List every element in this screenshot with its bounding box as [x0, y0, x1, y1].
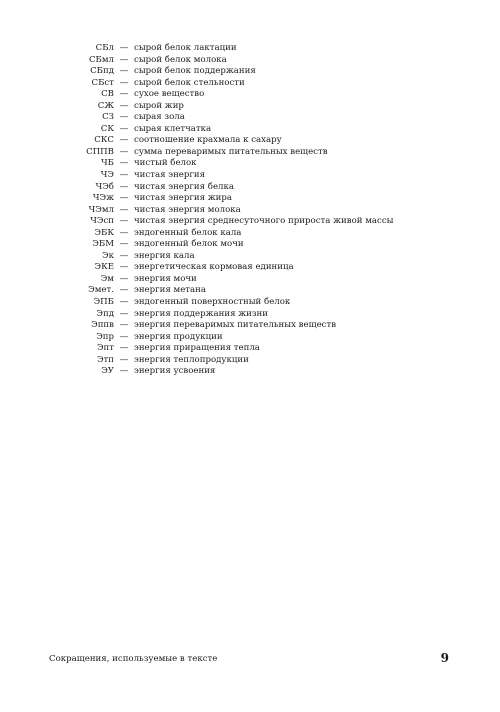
abbreviation-dash: — [119, 181, 129, 192]
abbreviation-definition: эндогенный белок мочи [134, 239, 244, 250]
abbreviation-term: ЭБК [94, 227, 114, 238]
abbreviation-term: Эппв [91, 320, 114, 331]
abbreviation-row [0, 228, 500, 240]
abbreviation-term: ЧЭж [92, 193, 114, 204]
abbreviation-dash: — [119, 112, 129, 123]
abbreviation-term: Этп [96, 354, 114, 365]
abbreviation-term: Эпд [96, 308, 114, 319]
abbreviation-dash: — [119, 354, 129, 365]
footer-caption: Сокращения, используемые в тексте [49, 654, 218, 664]
abbreviation-definition: энергия мочи [134, 273, 197, 284]
abbreviation-row [0, 182, 500, 194]
abbreviation-term: СКС [94, 135, 114, 146]
abbreviation-term: СВ [101, 89, 114, 100]
abbreviation-definition: соотношение крахмала к сахару [134, 135, 282, 146]
abbreviation-dash: — [119, 285, 129, 296]
abbreviation-list [0, 43, 500, 378]
abbreviation-row [0, 251, 500, 263]
abbreviation-term: СППВ [86, 146, 114, 157]
abbreviation-row [0, 366, 500, 378]
abbreviation-term: СБмл [88, 54, 114, 65]
abbreviation-dash: — [119, 193, 129, 204]
abbreviation-term: СБл [95, 43, 114, 53]
abbreviation-row [0, 205, 500, 217]
page-footer [49, 651, 449, 667]
abbreviation-definition: энергия теплопродукции [134, 354, 249, 365]
abbreviation-term: СЖ [97, 100, 114, 111]
abbreviation-definition: сырой белок лактации [134, 43, 237, 53]
abbreviation-definition: энергия продукции [134, 331, 223, 342]
abbreviation-term: СК [100, 123, 114, 134]
abbreviation-definition: сырой белок поддержания [134, 66, 256, 77]
abbreviation-row [0, 158, 500, 170]
abbreviation-definition: сырая клетчатка [134, 123, 212, 134]
abbreviation-definition: сырая зола [134, 112, 185, 123]
abbreviation-dash: — [119, 366, 129, 377]
abbreviation-row [0, 124, 500, 136]
abbreviation-dash: — [119, 239, 129, 250]
abbreviation-term: ЧЭб [95, 181, 114, 192]
abbreviation-row [0, 78, 500, 90]
abbreviation-dash: — [119, 100, 129, 111]
abbreviation-definition: сырой жир [134, 100, 184, 111]
abbreviation-dash: — [119, 227, 129, 238]
abbreviation-term: ЭПБ [93, 297, 114, 308]
abbreviation-dash: — [119, 204, 129, 215]
abbreviation-definition: энергия приращения тепла [134, 343, 260, 354]
abbreviation-dash: — [119, 146, 129, 157]
abbreviation-dash: — [119, 273, 129, 284]
abbreviation-dash: — [119, 343, 129, 354]
abbreviation-term: Эм [100, 273, 114, 284]
abbreviation-term: Эпт [96, 343, 114, 354]
abbreviation-row [0, 89, 500, 101]
abbreviation-row [0, 320, 500, 332]
abbreviation-dash: — [119, 77, 129, 88]
abbreviation-definition: сумма переваримых питательных веществ [134, 146, 328, 157]
abbreviation-row [0, 216, 500, 228]
abbreviation-definition: энергетическая кормовая единица [134, 262, 294, 273]
abbreviation-row [0, 101, 500, 113]
abbreviation-definition: чистая энергия белка [134, 181, 234, 192]
abbreviation-term: СБпд [90, 66, 114, 77]
abbreviation-term: ЧЭсп [90, 216, 114, 227]
abbreviation-row [0, 332, 500, 344]
abbreviation-dash: — [119, 158, 129, 169]
abbreviation-dash: — [119, 54, 129, 65]
abbreviation-term: ЧЭ [100, 170, 114, 181]
abbreviation-row [0, 66, 500, 78]
abbreviation-definition: энергия усвоения [134, 366, 216, 377]
abbreviation-dash: — [119, 308, 129, 319]
abbreviation-definition: эндогенный белок кала [134, 227, 242, 238]
abbreviation-row [0, 55, 500, 67]
page-number: 9 [440, 651, 449, 665]
abbreviation-row [0, 285, 500, 297]
abbreviation-row [0, 43, 500, 55]
abbreviation-definition: сухое вещество [134, 89, 205, 100]
abbreviation-term: СБст [91, 77, 114, 88]
abbreviation-row [0, 262, 500, 274]
abbreviation-dash: — [119, 66, 129, 77]
abbreviation-definition: энергия кала [134, 250, 195, 261]
abbreviation-row [0, 343, 500, 355]
abbreviation-dash: — [119, 262, 129, 273]
abbreviation-definition: энергия метана [134, 285, 207, 296]
abbreviation-term: ЧЭмл [88, 204, 114, 215]
abbreviation-dash: — [119, 135, 129, 146]
abbreviation-definition: чистый белок [134, 158, 197, 169]
abbreviation-definition: сырой белок стельности [134, 77, 245, 88]
abbreviation-row [0, 274, 500, 286]
abbreviation-row [0, 112, 500, 124]
abbreviation-dash: — [119, 89, 129, 100]
abbreviation-term: Эмет. [88, 285, 114, 296]
abbreviation-definition: сырой белок молока [134, 54, 227, 65]
abbreviation-definition: энергия переваримых питательных веществ [134, 320, 337, 331]
abbreviation-definition: энергия поддержания жизни [134, 308, 268, 319]
abbreviation-definition: чистая энергия жира [134, 193, 233, 204]
abbreviation-term: ЭКЕ [94, 262, 114, 273]
abbreviation-term: СЗ [102, 112, 114, 123]
abbreviation-row [0, 135, 500, 147]
abbreviation-term: ЭБМ [92, 239, 114, 250]
abbreviation-dash: — [119, 320, 129, 331]
abbreviation-dash: — [119, 216, 129, 227]
abbreviation-dash: — [119, 170, 129, 181]
abbreviation-dash: — [119, 331, 129, 342]
abbreviation-row [0, 297, 500, 309]
abbreviation-dash: — [119, 297, 129, 308]
abbreviation-term: Эпр [96, 331, 114, 342]
abbreviation-row [0, 239, 500, 251]
abbreviation-term: Эк [102, 250, 114, 261]
abbreviation-term: ЭУ [101, 366, 114, 377]
abbreviation-dash: — [119, 250, 129, 261]
abbreviation-term: ЧБ [101, 158, 114, 169]
abbreviation-dash: — [119, 123, 129, 134]
abbreviation-row [0, 170, 500, 182]
abbreviation-definition: чистая энергия среднесуточного прироста живой массы [134, 216, 394, 227]
abbreviation-definition: чистая энергия [134, 170, 206, 181]
abbreviation-row [0, 309, 500, 321]
abbreviation-row [0, 147, 500, 159]
abbreviation-row [0, 193, 500, 205]
abbreviation-dash: — [119, 43, 129, 53]
abbreviation-row [0, 355, 500, 367]
abbreviation-definition: эндогенный поверхностный белок [134, 297, 291, 308]
abbreviation-definition: чистая энергия молока [134, 204, 241, 215]
